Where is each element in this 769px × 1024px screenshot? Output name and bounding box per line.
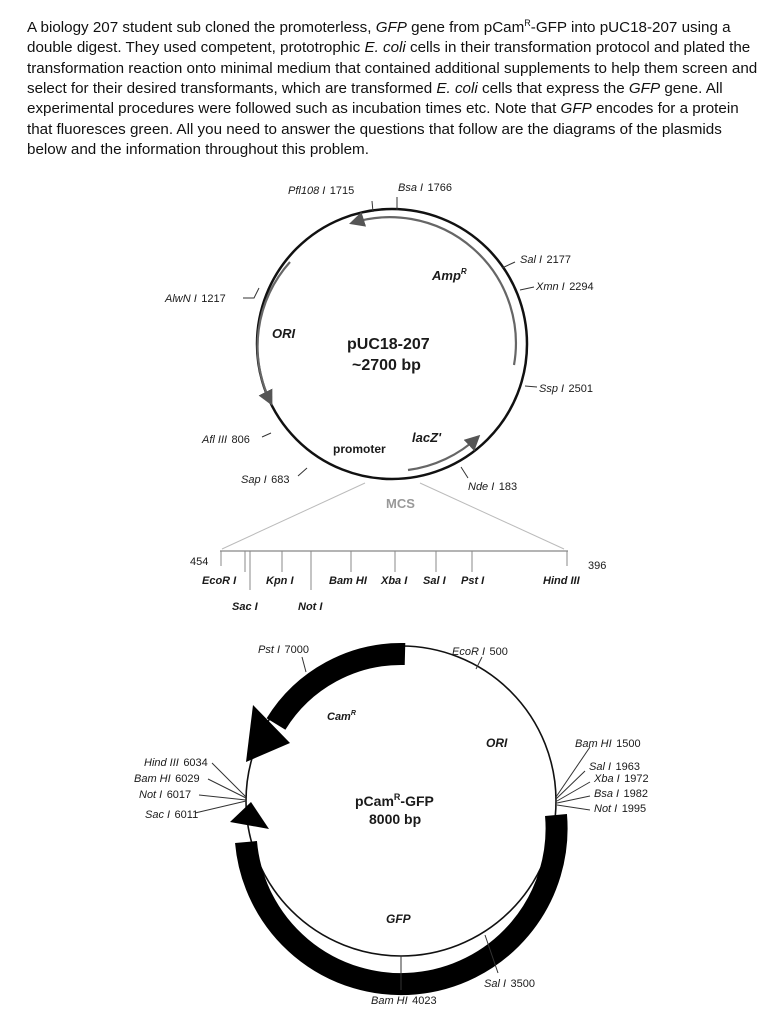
- promoter-label: promoter: [333, 442, 386, 456]
- pcam-name: pCam$^R$-GFP: [355, 792, 434, 809]
- pcam-gfp-plasmid-map: [134, 640, 649, 1008]
- mcs-sali: Sal I: [423, 575, 446, 587]
- site-saci-6011: Sac I 6011: [145, 809, 199, 821]
- amp-label: Amp$^R$: [432, 267, 467, 283]
- mcs-ecori: EcoR I: [202, 575, 237, 587]
- mcs-kpni: Kpn I: [266, 575, 294, 587]
- site-ndei: Nde I 183: [468, 481, 518, 493]
- site-bamhi-6029: Bam HI 6029: [134, 773, 200, 785]
- site-sapi: Sap I 683: [241, 474, 290, 486]
- mcs-left-pos: 454: [190, 556, 209, 568]
- site-xmni: Xmn I 2294: [536, 281, 594, 293]
- site-sali-1963: Sal I 1963: [589, 761, 640, 773]
- puc-size: ~2700 bp: [352, 357, 421, 374]
- mcs-xbai: Xba I: [381, 575, 408, 587]
- pcam-ori-label: ORI: [486, 736, 508, 750]
- site-bsai-1982: Bsa I 1982: [594, 788, 649, 800]
- gfp-label: GFP: [386, 912, 411, 926]
- site-alwni: AlwN I 1217: [165, 293, 226, 305]
- lacz-label: lacZ': [412, 430, 442, 445]
- site-sali-3500: Sal I 3500: [484, 978, 535, 990]
- puc-name: pUC18-207: [347, 336, 430, 353]
- gfp-arrowhead: [230, 802, 269, 829]
- mcs-noti: Not I: [298, 601, 323, 613]
- mcs-label: MCS: [386, 496, 415, 511]
- site-noti-6017: Not I 6017: [139, 789, 192, 801]
- mcs-bamhi: Bam HI: [329, 575, 367, 587]
- problem-text: A biology 207 student sub cloned the promoterless, GFP gene from pCam$^R$-GFP into pUC18-207 using a double digest. They used competent, prototrophic E. coli cells in their transformation protocol and plated the transformation reaction onto minimal medium that contained additional supplements to help them screen and select for their desired transformants, which are transformed E. coli cells that express the GFP gene. All experimental procedures were followed such as incubation times etc. Note that GFP encodes for a protein that fluoresces green. All you need to answer the questions that follow are the diagrams of the plasmids below and the information throughout this problem.: [27, 18, 758, 158]
- mcs-psti: Pst I: [461, 575, 485, 587]
- site-hindiii-6034: Hind III 6034: [144, 757, 208, 769]
- site-pfl108i: Pfl108 I 1715: [288, 185, 355, 197]
- mcs-hindiii: Hind III: [543, 575, 580, 587]
- site-bsai-1766: Bsa I 1766: [398, 182, 453, 194]
- mcs-saci: Sac I: [232, 601, 258, 613]
- camr-label: Cam$^R$: [327, 710, 356, 723]
- ori-label: ORI: [272, 326, 296, 341]
- site-bamhi-1500: Bam HI 1500: [575, 738, 641, 750]
- site-sspi: Ssp I 2501: [539, 383, 594, 395]
- site-noti-1995: Not I 1995: [594, 803, 647, 815]
- site-afliii: Afl III 806: [202, 434, 250, 446]
- pcam-size: 8000 bp: [369, 811, 422, 827]
- site-ecori-500: EcoR I 500: [452, 646, 508, 658]
- site-xbai-1972: Xba I 1972: [594, 773, 649, 785]
- mcs-right-pos: 396: [588, 560, 607, 572]
- puc18-plasmid-map: [164, 178, 594, 511]
- site-psti-7000: Pst I 7000: [258, 644, 309, 656]
- site-sali-2177: Sal I 2177: [520, 254, 571, 266]
- site-bamhi-4023: Bam HI 4023: [371, 995, 437, 1007]
